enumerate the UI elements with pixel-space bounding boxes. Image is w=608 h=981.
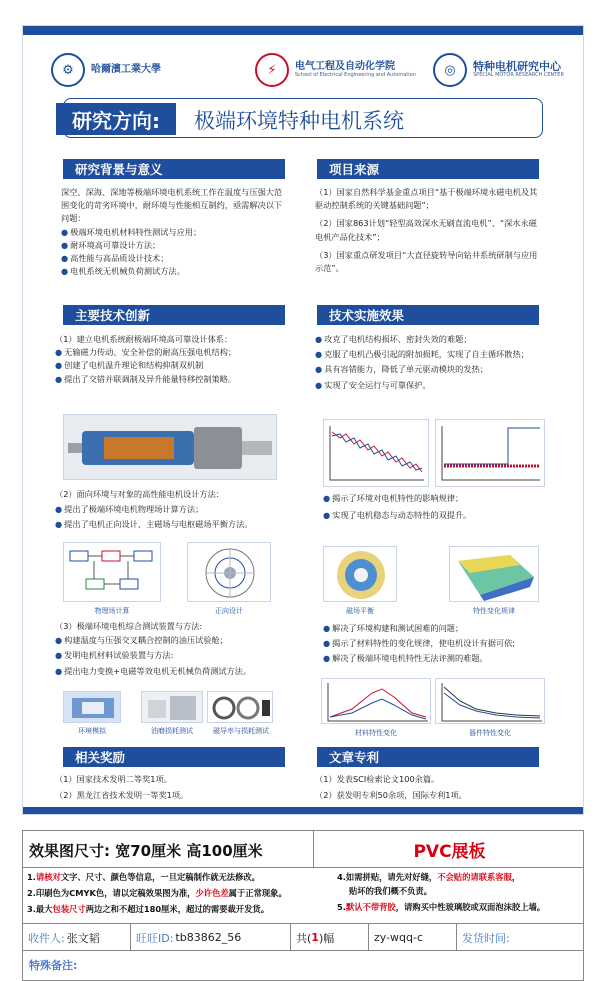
size-label: 效果图尺寸: 宽70厘米 高100厘米 [29, 842, 263, 860]
source-item: （3）国家重点研发项目“大直径旋转导向钻井系统研制与应用示范”。 [315, 249, 538, 274]
size-row [23, 831, 583, 868]
motor-cutaway-image [63, 414, 277, 480]
section-innovation-heading: 主要技术创新 [63, 305, 285, 325]
papers-item: （2）获发明专利50余项，国际专利1项。 [315, 790, 467, 801]
physics-field-diagram [63, 542, 161, 602]
surface-plot-icon [450, 547, 539, 602]
ship-time-cell: 发货时间: [462, 931, 510, 945]
background-item: ● 电机系统无机械负荷测试方法。 [61, 265, 287, 278]
rules-block [23, 868, 583, 924]
hit-name: 哈爾濱工業大學 [91, 64, 161, 76]
field-map-icon [324, 547, 397, 602]
title-text: 极端环境特种电机系统 [194, 109, 404, 133]
results-item: ● 揭示了材料特性的变化规律，使电机设计有据可依; [323, 637, 573, 650]
innovation-p2-item: ● 提出了电机正向设计、主磁场与电枢磁场平衡方法。 [55, 518, 295, 531]
waveform-plot-b [435, 419, 545, 487]
caption-device: 器件特性变化 [469, 729, 511, 737]
source-item: （2）国家863计划“轻型高效深水无刷直流电机”、“深水永磁电机产品化技术”； [315, 218, 537, 242]
test-chamber-icon [64, 692, 121, 723]
center-sub: SPECIAL MOTOR RESEARCH CENTER [473, 72, 564, 79]
poster-top-bar [23, 26, 583, 35]
caption-forward: 正向设计 [215, 607, 243, 615]
rule-5: 5.默认不带背胶，请购买中性玻璃胶或双面泡沫胶上墙。 [337, 902, 546, 912]
background-item: ● 高性能与高品质设计技术； [61, 252, 287, 265]
papers-body [315, 773, 555, 802]
mag-test-image [207, 691, 273, 723]
source-item: （1）国家自然科学基金重点项目“基于极端环境永磁电机及其驱动控制系统的关键基础问题”； [315, 187, 538, 211]
code-cell: zy-wqq-c [369, 924, 457, 951]
innovation-p1-item: ● 提出了交错并联调制及异升能量特移控制策略。 [55, 373, 295, 386]
innovation-p3-item: ● 提出电力变换+电磁等效电机无机械负荷测试方法。 [55, 665, 305, 678]
results-item: ● 揭示了环境对电机特性的影响规律； [323, 492, 563, 505]
background-body [61, 186, 287, 278]
caption-mag: 磁导率与损耗测试 [213, 727, 269, 735]
count-cell: 共( 1 )幅 [291, 924, 369, 951]
step-response-icon [436, 420, 545, 487]
innovation-p3-title: （3）极端环境电机综合测试装置与方法: [55, 621, 203, 631]
awards-item: （1）国家技术发明二等奖1项。 [55, 774, 172, 784]
order-meta-row [23, 924, 583, 951]
rotor-section-icon [188, 543, 271, 602]
papers-item: （1）发表SCI检索论文100余篇。 [315, 774, 440, 784]
section-awards-heading: 相关奖励 [63, 747, 285, 767]
motor-cutaway-icon [64, 415, 277, 480]
school-emblem-icon: ⚡ [255, 53, 289, 87]
logo-row [23, 48, 583, 98]
oil-test-image [141, 691, 203, 723]
title-tag: 研究方向: [56, 103, 176, 135]
results-item: ● 具有容错能力，降低了单元驱动模块的发热； [315, 363, 565, 376]
oil-rig-icon [142, 692, 203, 723]
waveform-icon [324, 420, 429, 487]
innovation-p1 [55, 333, 295, 386]
caption-material: 材料特性变化 [355, 729, 397, 737]
results-item: ● 解决了极端环境电机特性无法评测的难题。 [323, 652, 573, 665]
rule-4: 4.如需拼贴，请先对好缝，不会贴的请联系客服， [337, 872, 521, 882]
receiver-value: 张文韬 [66, 931, 100, 945]
awards-item: （2）黑龙江省技术发明一等奖1项。 [55, 790, 189, 801]
rings-icon [208, 692, 273, 723]
caption-env: 环境模拟 [78, 727, 106, 735]
section-results-heading: 技术实施效果 [317, 305, 539, 325]
innovation-p1-title: （1）建立电机系统耐极端环境高可靠设计体系： [55, 334, 233, 344]
rule-2: 2.印刷色为CMYK色，请以定稿效果图为准，少许色差属于正常现象。 [27, 888, 287, 898]
section-background-heading: 研究背景与意义 [63, 159, 285, 179]
center-name: 特种电机研究中心 [473, 59, 561, 73]
special-note-label: 特殊备注: [29, 959, 78, 972]
source-body [315, 186, 543, 275]
poster [22, 25, 584, 815]
title-banner [63, 98, 543, 138]
section-source-heading: 项目来源 [317, 159, 539, 179]
order-info-table [22, 830, 584, 981]
school-name: 电气工程及自动化学院 [295, 61, 395, 73]
background-item: ● 耐环境高可靠设计方法； [61, 239, 287, 252]
background-intro: 深空、深海、深地等极端环境电机系统工作在温度与压强大范围变化的苛劣环境中，耐环境与性能相互制约，亟需解决以下问题： [61, 187, 283, 224]
background-item: ● 极端环境电机材料特性测试与应用； [61, 226, 287, 239]
innovation-p3 [55, 620, 305, 678]
innovation-p2-item: ● 提出了极端环境电机物理场计算方法； [55, 503, 295, 516]
decay-plot-icon [436, 679, 545, 724]
receiver-cell: 收件人: 张文韬 [23, 924, 131, 951]
caption-mag-balance: 磁场平衡 [346, 607, 374, 615]
school-logo [255, 48, 416, 92]
school-sub: School of Electrical Engineering and Automation [295, 71, 416, 78]
caption-oil: 油磨损耗测试 [151, 727, 193, 735]
innovation-p1-item: ● 创建了电机温升理论和结构抑制双机制 [55, 359, 295, 372]
poster-bottom-bar [23, 807, 583, 814]
innovation-p3-item: ● 发明电机材料试验装置与方法: [55, 649, 305, 662]
hit-logo [51, 48, 161, 92]
device-curves [435, 678, 545, 724]
section-papers-heading: 文章专利 [317, 747, 539, 767]
center-logo [433, 48, 564, 92]
caption-physics: 物理场计算 [94, 607, 130, 615]
rule-1: 1.请核对文字、尺寸、颜色等信息，一旦定稿制作就无法修改。 [27, 872, 260, 882]
material-curves [321, 678, 431, 724]
caption-char-law: 特性变化规律 [473, 607, 515, 615]
results-item: ● 实现了安全运行与可靠保护。 [315, 379, 565, 392]
env-sim-image [63, 691, 121, 723]
wangwang-value: tb83862_56 [175, 931, 242, 944]
material-label: PVC展板 [313, 831, 585, 868]
curve-plot-icon [322, 679, 431, 724]
results-item: ● 解决了环境构建和测试困难的问题； [323, 622, 573, 635]
innovation-p2-title: （2）面向环境与对象的高性能电机设计方法： [55, 489, 224, 499]
center-emblem-icon: ◎ [433, 53, 467, 87]
rule-3: 3.最大包装尺寸两边之和不超过180厘米，超过的需要裁开发货。 [27, 904, 269, 914]
rule-4-cont: 贴坏的我们概不负责。 [349, 886, 432, 896]
innovation-p3-item: ● 构建温度与压强交叉耦合控制的油压试验舱； [55, 634, 305, 647]
results-item: ● 攻克了电机结构损坏、密封失效的难题； [315, 333, 565, 346]
flowchart-icon [64, 543, 161, 602]
results-item: ● 克服了电机凸极引起的附加损耗，实现了自主循环散热； [315, 348, 565, 361]
count-value: 1 [311, 931, 319, 944]
forward-design-diagram [187, 542, 271, 602]
innovation-p2 [55, 488, 295, 532]
innovation-p1-item: ● 无输磁力传动、安全补偿的耐高压强电机结构； [55, 346, 295, 359]
wangwang-cell: 旺旺ID: tb83862_56 [131, 924, 291, 951]
waveform-plot-a [323, 419, 429, 487]
results-list-3 [323, 622, 573, 666]
results-item: ● 实现了电机稳态与动态特性的双提升。 [323, 509, 563, 522]
mag-balance-image [323, 546, 397, 602]
hit-emblem-icon: ⚙ [51, 53, 85, 87]
results-list-1 [315, 333, 565, 392]
results-list-2 [323, 492, 563, 522]
awards-body [55, 773, 295, 802]
char-law-image [449, 546, 539, 602]
